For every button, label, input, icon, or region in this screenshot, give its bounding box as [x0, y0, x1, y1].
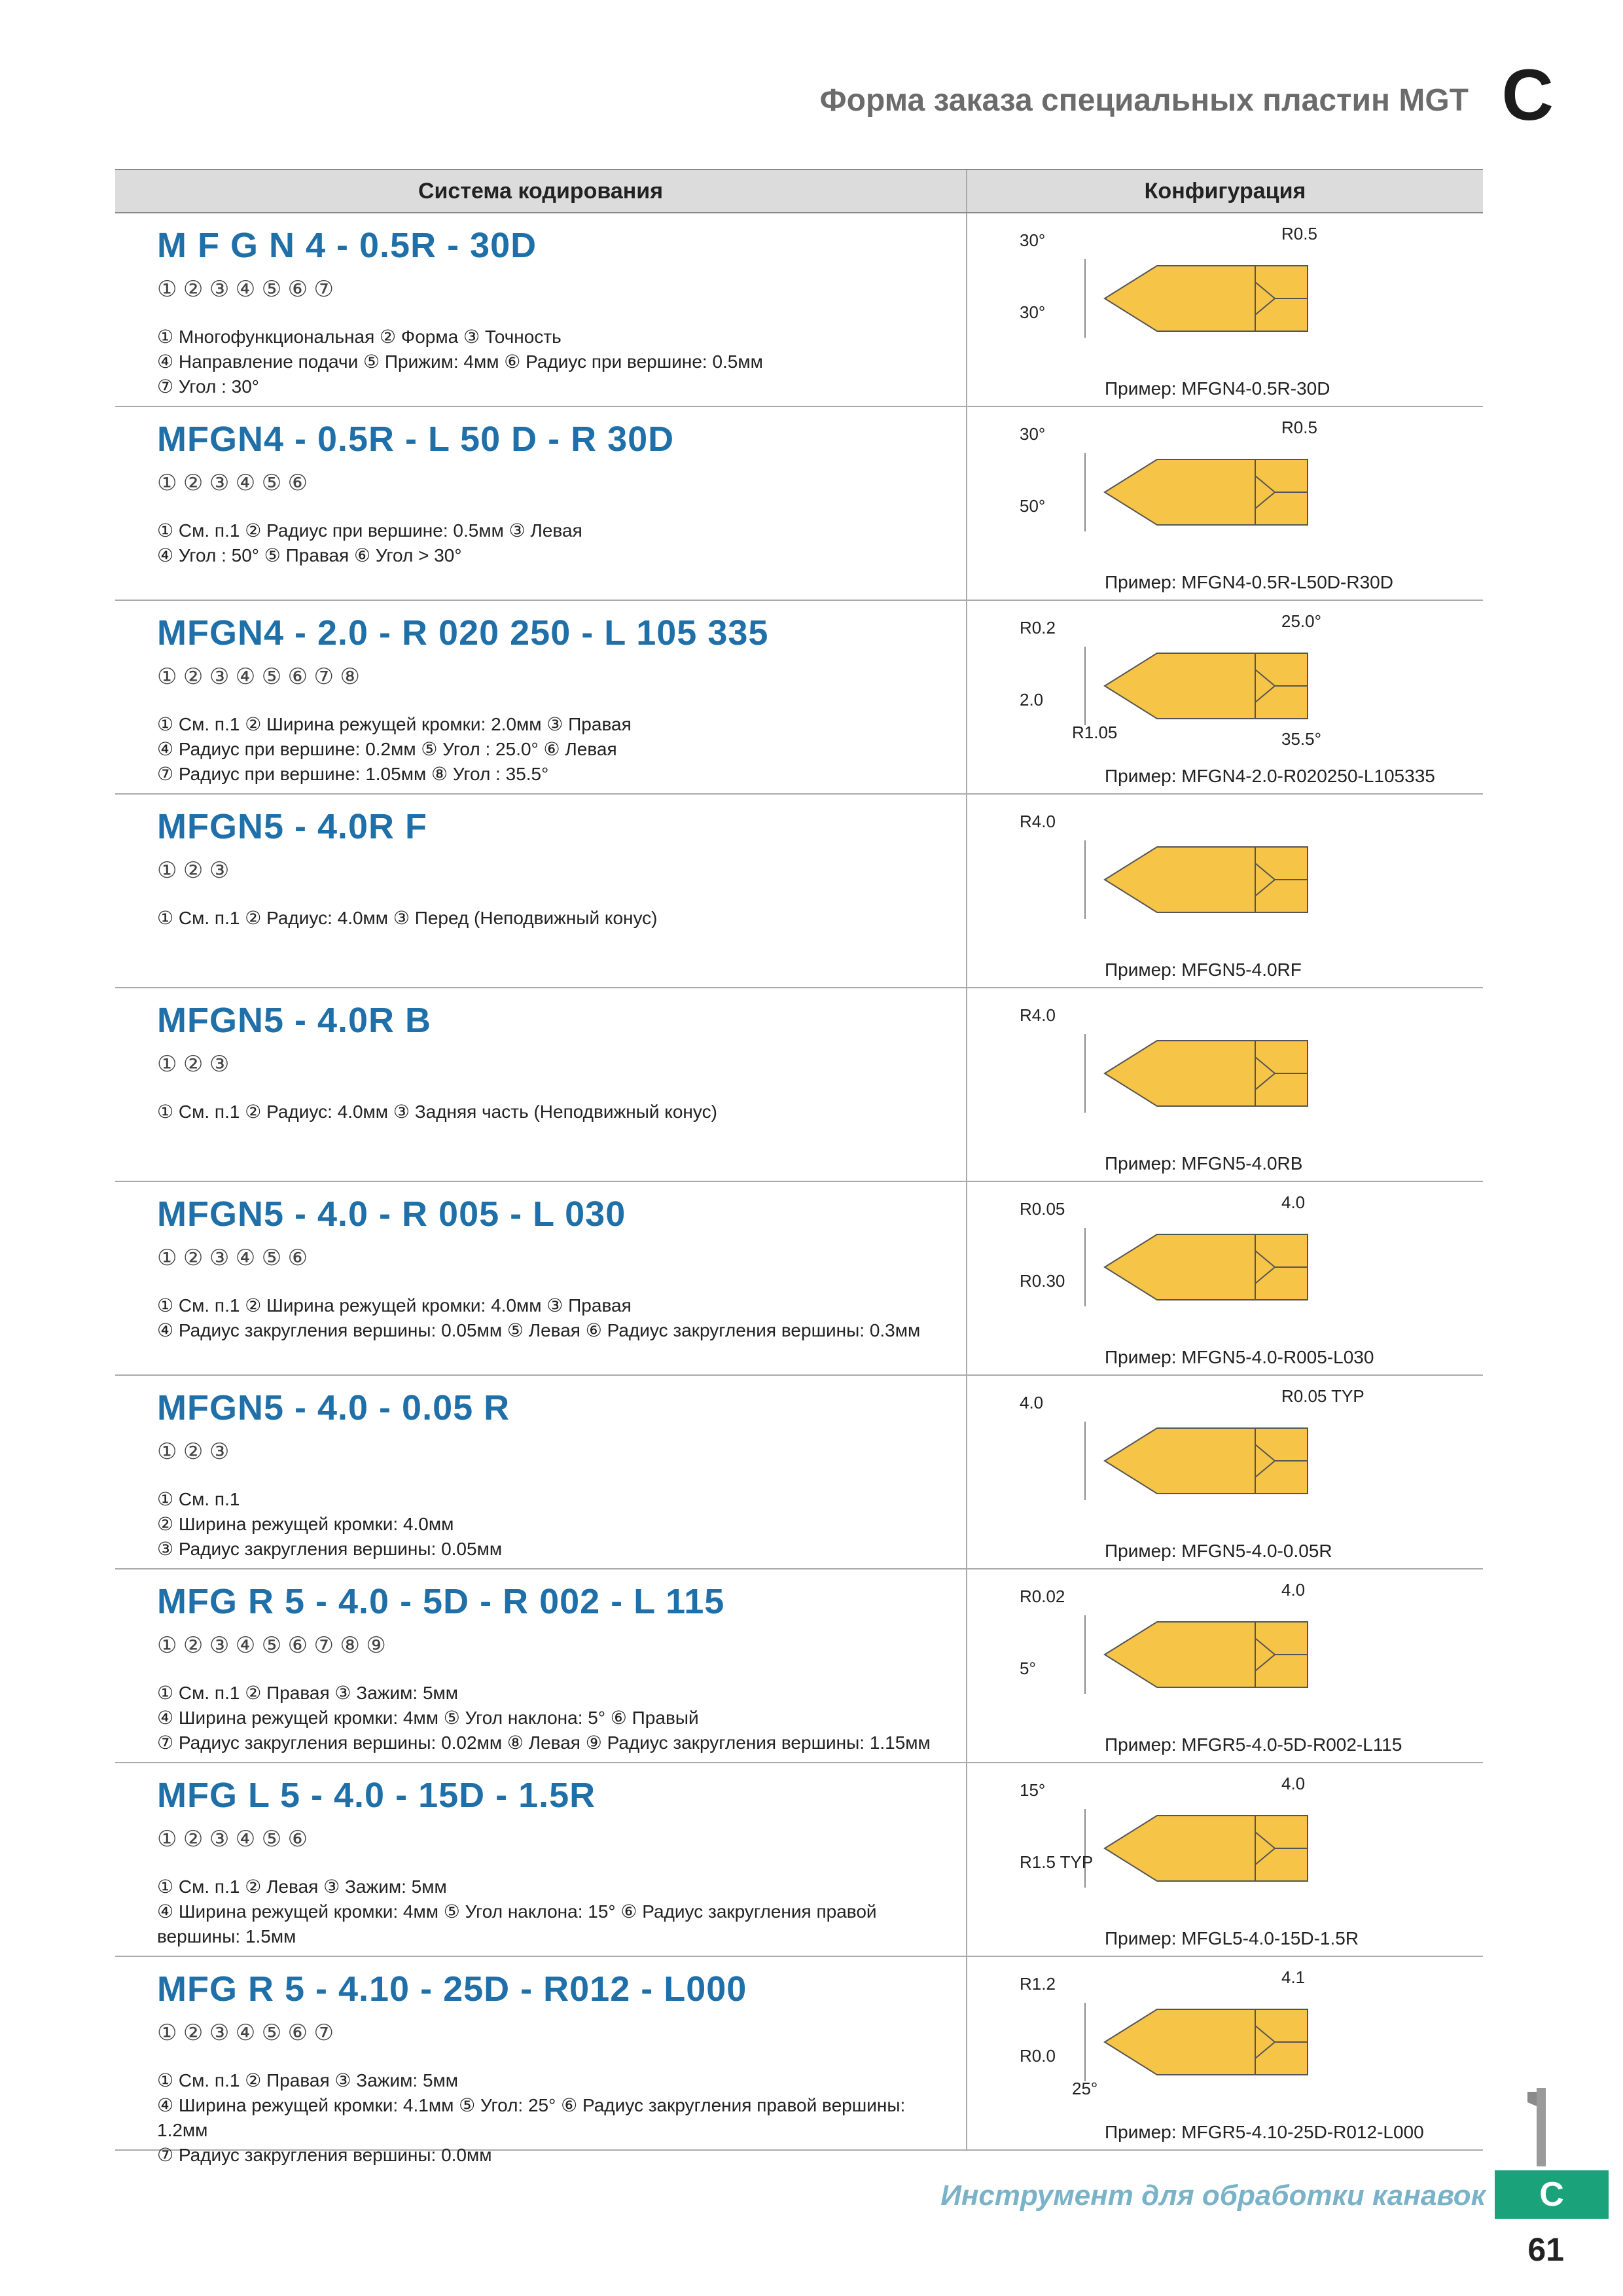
coding-cell	[115, 213, 967, 406]
order-code: MFGN5 - 4.0 - R 005 - L 030	[157, 1194, 626, 1234]
dimension-label: R1.5 TYP	[1020, 1852, 1094, 1872]
code-description	[157, 1293, 955, 1343]
description-line: ① См. п.1 ② Правая ③ Зажим: 5мм	[157, 1683, 459, 1703]
dimension-label: 25.0°	[1281, 611, 1322, 631]
example-code: Пример: MFGN4-2.0-R020250-L105335	[1105, 766, 1435, 786]
example-code: Пример: MFGN4-0.5R-30D	[1105, 378, 1330, 399]
dimension-label: 35.5°	[1281, 729, 1322, 749]
code-description	[157, 325, 955, 399]
coding-cell	[115, 795, 967, 987]
dimension-label: 15°	[1020, 1780, 1046, 1800]
code-position-numbers: ① ② ③ ④ ⑤ ⑥	[157, 1246, 308, 1270]
dimension-label: 25°	[1072, 2079, 1098, 2098]
description-line: ⑦ Радиус при вершине: 1.05мм ⑧ Угол : 35.5°	[157, 764, 549, 784]
coding-cell	[115, 1182, 967, 1374]
configuration-cell	[967, 601, 1483, 793]
dimension-label: 30°	[1020, 230, 1046, 250]
example-code: Пример: MFGN5-4.0-0.05R	[1105, 1541, 1332, 1561]
description-line: ① См. п.1	[157, 1489, 240, 1509]
configuration-cell	[967, 795, 1483, 987]
insert-drawing	[1007, 1770, 1465, 1933]
description-line: ③ Радиус закругления вершины: 0.05мм	[157, 1539, 503, 1559]
dimension-label: 4.0	[1281, 1774, 1306, 1793]
code-position-numbers: ① ② ③	[157, 1439, 230, 1464]
configuration-cell	[967, 407, 1483, 600]
code-position-numbers: ① ② ③	[157, 1052, 230, 1077]
coding-cell	[115, 407, 967, 600]
dimension-label: R4.0	[1020, 812, 1056, 831]
table-row	[115, 213, 1483, 407]
dimension-label: 4.0	[1281, 1193, 1306, 1212]
description-line: ④ Угол : 50° ⑤ Правая ⑥ Угол > 30°	[157, 545, 462, 565]
table-row	[115, 988, 1483, 1182]
table-header	[115, 169, 1483, 213]
description-line: ① См. п.1 ② Радиус: 4.0мм ③ Задняя часть (Неподвижный конус)	[157, 1102, 717, 1122]
dimension-label: 30°	[1020, 302, 1046, 322]
configuration-cell	[967, 988, 1483, 1181]
order-code: MFGN5 - 4.0 - 0.05 R	[157, 1388, 510, 1427]
description-line: ① См. п.1 ② Левая ③ Зажим: 5мм	[157, 1876, 447, 1897]
code-position-numbers: ① ② ③	[157, 858, 230, 883]
coding-cell	[115, 1957, 967, 2165]
table-row	[115, 795, 1483, 988]
configuration-cell	[967, 1957, 1483, 2149]
dimension-label: R1.2	[1020, 1974, 1056, 1994]
order-code: MFGN5 - 4.0R F	[157, 807, 428, 846]
order-code: M F G N 4 - 0.5R - 30D	[157, 226, 537, 265]
description-line: ④ Радиус при вершине: 0.2мм ⑤ Угол : 25.0° ⑥ Левая	[157, 739, 617, 759]
example-code: Пример: MFGN5-4.0RF	[1105, 960, 1302, 980]
example-code: Пример: MFGL5-4.0-15D-1.5R	[1105, 1928, 1359, 1948]
code-position-numbers: ① ② ③ ④ ⑤ ⑥ ⑦	[157, 277, 334, 302]
table-row	[115, 1376, 1483, 1570]
dimension-label: R0.05	[1020, 1199, 1065, 1219]
insert-drawing	[1007, 1189, 1465, 1352]
coding-cell	[115, 1570, 967, 1762]
section-letter: C	[1501, 55, 1554, 135]
description-line: ① См. п.1 ② Правая ③ Зажим: 5мм	[157, 2070, 459, 2090]
ordering-table	[115, 169, 1483, 2165]
description-line: ⑦ Радиус закругления вершины: 0.02мм ⑧ Левая ⑨ Радиус закругления вершины: 1.15мм	[157, 1732, 931, 1753]
table-row	[115, 601, 1483, 795]
order-code: MFG R 5 - 4.10 - 25D - R012 - L000	[157, 1969, 747, 2009]
description-line: ① См. п.1 ② Ширина режущей кромки: 4.0мм ③ Правая	[157, 1295, 632, 1316]
code-position-numbers: ① ② ③ ④ ⑤ ⑥	[157, 1827, 308, 1852]
configuration-cell	[967, 1570, 1483, 1762]
configuration-cell	[967, 213, 1483, 406]
code-description	[157, 1681, 955, 1755]
description-line: ① См. п.1 ② Радиус при вершине: 0.5мм ③ Левая	[157, 520, 582, 541]
insert-drawing	[1007, 995, 1465, 1158]
page-title: Форма заказа специальных пластин MGT	[819, 83, 1469, 118]
dimension-label: 5°	[1020, 1659, 1036, 1678]
description-line: ④ Ширина режущей кромки: 4мм ⑤ Угол наклона: 15° ⑥ Радиус закругления правой вершины: 1.5мм	[157, 1901, 877, 1946]
code-description	[157, 906, 955, 931]
configuration-cell	[967, 1763, 1483, 1956]
table-row	[115, 1763, 1483, 1957]
code-description	[157, 1487, 955, 1562]
example-code: Пример: MFGN4-0.5R-L50D-R30D	[1105, 572, 1393, 592]
order-code: MFGN5 - 4.0R B	[157, 1001, 432, 1040]
example-code: Пример: MFGN5-4.0RB	[1105, 1153, 1303, 1174]
insert-drawing	[1007, 1382, 1465, 1546]
dimension-label: R0.02	[1020, 1587, 1065, 1606]
description-line: ④ Ширина режущей кромки: 4мм ⑤ Угол наклона: 5° ⑥ Правый	[157, 1708, 699, 1728]
description-line: ① См. п.1 ② Ширина режущей кромки: 2.0мм ③ Правая	[157, 714, 632, 734]
dimension-label: R0.05 TYP	[1281, 1386, 1364, 1406]
dimension-label: R0.2	[1020, 618, 1056, 637]
section-tab: C	[1495, 2170, 1609, 2219]
code-description	[157, 2068, 955, 2168]
dimension-label: R0.30	[1020, 1271, 1065, 1291]
order-code: MFG L 5 - 4.0 - 15D - 1.5R	[157, 1776, 596, 1815]
insert-drawing	[1007, 414, 1465, 577]
configuration-cell	[967, 1182, 1483, 1374]
order-code: MFG R 5 - 4.0 - 5D - R 002 - L 115	[157, 1582, 725, 1621]
dimension-label: 4.0	[1281, 1580, 1306, 1600]
coding-cell	[115, 1376, 967, 1568]
description-line: ⑦ Радиус закругления вершины: 0.0мм	[157, 2145, 492, 2165]
table-row	[115, 407, 1483, 601]
example-code: Пример: MFGR5-4.0-5D-R002-L115	[1105, 1734, 1402, 1755]
description-line: ④ Ширина режущей кромки: 4.1мм ⑤ Угол: 25° ⑥ Радиус закругления правой вершины: 1.2мм	[157, 2095, 906, 2140]
dimension-label: R1.05	[1072, 723, 1118, 742]
insert-drawing	[1007, 1964, 1465, 2127]
coding-cell	[115, 601, 967, 793]
table-row	[115, 1570, 1483, 1763]
coding-cell	[115, 1763, 967, 1956]
example-code: Пример: MFGR5-4.10-25D-R012-L000	[1105, 2122, 1424, 2142]
column-header-config: Конфигурация	[1144, 178, 1306, 204]
column-header-coding: Система кодирования	[115, 170, 967, 212]
description-line: ① Многофункциональная ② Форма ③ Точность	[157, 327, 562, 347]
code-position-numbers: ① ② ③ ④ ⑤ ⑥ ⑦	[157, 2020, 334, 2045]
configuration-cell	[967, 1376, 1483, 1568]
code-description	[157, 712, 955, 787]
dimension-label: 2.0	[1020, 690, 1044, 709]
code-position-numbers: ① ② ③ ④ ⑤ ⑥ ⑦ ⑧	[157, 664, 360, 689]
code-description	[157, 1100, 955, 1124]
example-code: Пример: MFGN5-4.0-R005-L030	[1105, 1347, 1374, 1367]
tool-thumbnail-icon	[1518, 2088, 1564, 2166]
order-code: MFGN4 - 2.0 - R 020 250 - L 105 335	[157, 613, 769, 653]
page-number: 61	[1527, 2231, 1564, 2268]
insert-drawing	[1007, 801, 1465, 965]
description-line: ② Ширина режущей кромки: 4.0мм	[157, 1514, 454, 1534]
coding-cell	[115, 988, 967, 1181]
insert-drawing	[1007, 220, 1465, 384]
dimension-label: R0.5	[1281, 418, 1317, 437]
dimension-label: 4.0	[1020, 1393, 1044, 1412]
description-line: ⑦ Угол : 30°	[157, 376, 259, 397]
code-description	[157, 1874, 955, 1949]
code-position-numbers: ① ② ③ ④ ⑤ ⑥	[157, 471, 308, 495]
dimension-label: R0.5	[1281, 224, 1317, 243]
dimension-label: 30°	[1020, 424, 1046, 444]
table-row	[115, 1957, 1483, 2165]
dimension-label: R4.0	[1020, 1005, 1056, 1025]
insert-drawing	[1007, 1576, 1465, 1740]
dimension-label: 4.1	[1281, 1967, 1306, 1987]
code-description	[157, 518, 955, 568]
description-line: ① См. п.1 ② Радиус: 4.0мм ③ Перед (Неподвижный конус)	[157, 908, 658, 928]
insert-drawing	[1007, 607, 1465, 771]
description-line: ④ Направление подачи ⑤ Прижим: 4мм ⑥ Радиус при вершине: 0.5мм	[157, 351, 763, 372]
footer-category: Инструмент для обработки канавок	[940, 2179, 1486, 2212]
dimension-label: R0.0	[1020, 2046, 1056, 2066]
dimension-label: 50°	[1020, 496, 1046, 516]
code-position-numbers: ① ② ③ ④ ⑤ ⑥ ⑦ ⑧ ⑨	[157, 1633, 386, 1658]
table-row	[115, 1182, 1483, 1376]
description-line: ④ Радиус закругления вершины: 0.05мм ⑤ Левая ⑥ Радиус закругления вершины: 0.3мм	[157, 1320, 921, 1340]
order-code: MFGN4 - 0.5R - L 50 D - R 30D	[157, 420, 675, 459]
table-body	[115, 213, 1483, 2165]
